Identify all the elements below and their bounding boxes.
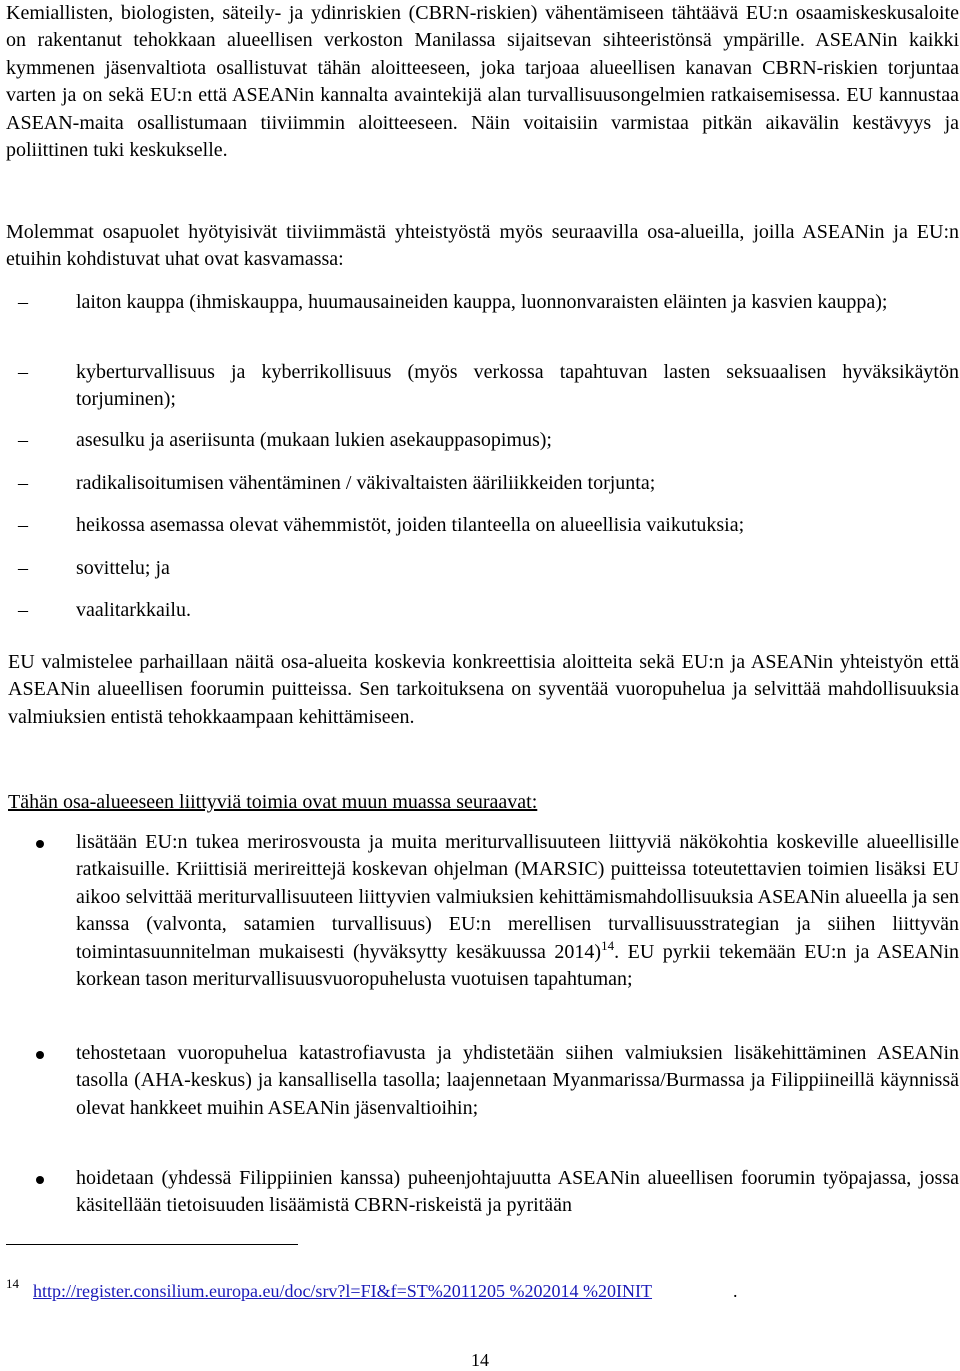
bullet-dot-icon — [36, 840, 44, 848]
footnote-reference[interactable]: 14 — [601, 937, 615, 953]
section-heading: Tähän osa-alueeseen liittyviä toimia ovat muun muassa seuraavat: — [8, 791, 538, 813]
footnote-number: 14 — [6, 1276, 19, 1291]
list-item-text: laiton kauppa (ihmiskauppa, huumausaineiden kauppa, luonnonvaraisten eläinten ja kasvien kauppa); — [76, 291, 888, 313]
page-number: 14 — [471, 1350, 489, 1370]
bullet-text: tehostetaan vuoropuhelua katastrofiavusta ja yhdistetään siihen valmiuksien lisäkehittäminen ASEANin tasolla (AHA-keskus) ja kansallisella tasolla; laajennetaan Myanmarissa/Burmassa ja Filippiineillä käynnissä olevat hankkeet muihin ASEANin jäsenvaltioihin; — [76, 1042, 959, 1119]
bullet-text: lisätään EU:n tukea merirosvousta ja muita meriturvallisuuteen liittyviä näkökohtia koskeville alueellisille ratkaisuille. Kriittisiä merireittejä koskevan ohjelman (MARSIC) puitteissa toteutettavien toimien lisäksi EU aikoo selvittää meriturvallisuuteen liittyvien valmiuksien kehittämismahdollisuuksia ASEANin alueella ja sen kanssa (valvonta, satamien turvallisuus) EU:n merellisen turvallisuusstrategian ja siihen liittyvän toimintasuunnitelman mukaisesti (hyväksytty kesäkuussa 2014) — [76, 831, 959, 963]
paragraph-eu-preparation: EU valmistelee parhaillaan näitä osa-alueita koskevia konkreettisia aloitteita sekä EU:n ja ASEANin yhteistyön että ASEANin alueellisen foorumin puitteissa. Sen tarkoituksena on syventää vuoropuhelua ja selvittää mahdollisuuksia valmiuksien entistä tehokkaampaan kehittämiseen. — [8, 651, 959, 728]
list-item — [18, 597, 959, 624]
bullet-dot-icon — [36, 1051, 44, 1059]
dash-marker: – — [18, 361, 28, 383]
dash-marker: – — [18, 429, 28, 451]
bullet-item-arf-workshop — [76, 1165, 959, 1220]
bullet-item-maritime — [76, 829, 959, 993]
list-item-text: sovittelu; ja — [76, 557, 170, 579]
bullet-item-disaster — [76, 1040, 959, 1122]
footnote-separator — [6, 1244, 298, 1245]
list-item-text: vaalitarkkailu. — [76, 599, 191, 621]
dash-marker: – — [18, 557, 28, 579]
list-item-text: kyberturvallisuus ja kyberrikollisuus (myös verkossa tapahtuvan lasten seksuaalisen hyväksikäytön torjuminen); — [76, 361, 959, 411]
list-item — [18, 512, 959, 539]
list-item-text: radikalisoitumisen vähentäminen / väkivaltaisten ääriliikkeiden torjunta; — [76, 472, 656, 494]
dash-marker: – — [18, 599, 28, 621]
bullet-text-continued: . EU pyrkii tekemään EU:n ja ASEANin korkean tason meriturvallisuusvuoropuhelusta vuotuisen tapahtuman; — [76, 940, 960, 991]
dash-marker: – — [18, 514, 28, 536]
list-item — [18, 555, 959, 582]
list-item — [18, 289, 959, 316]
list-item — [18, 470, 959, 497]
dash-marker: – — [18, 472, 28, 494]
paragraph-cooperation-areas: Molemmat osapuolet hyötyisivät tiiviimmästä yhteistyöstä myös seuraavilla osa-alueilla, joilla ASEANin ja EU:n etuihin kohdistuvat uhat ovat kasvamassa: — [6, 221, 959, 271]
footnote-link[interactable]: http://register.consilium.europa.eu/doc/srv?l=FI&f=ST%2011205 %202014 %20INIT — [33, 1281, 653, 1301]
list-item-text: asesulku ja aseriisunta (mukaan lukien asekauppasopimus); — [76, 429, 552, 451]
dash-marker: – — [18, 291, 28, 313]
bullet-dot-icon — [36, 1176, 44, 1184]
list-item — [18, 359, 959, 414]
bullet-text: hoidetaan (yhdessä Filippiinien kanssa) puheenjohtajuutta ASEANin alueellisen foorumin työpajassa, jossa käsitellään tietoisuuden lisäämistä CBRN-riskeistä ja pyritään — [76, 1167, 959, 1217]
paragraph-cbrn-initiative: Kemiallisten, biologisten, säteily- ja ydinriskien (CBRN-riskien) vähentämiseen tähtäävä EU:n osaamiskeskusaloite on rakentanut tehokkaan alueellisen verkoston Manilassa sijaitsevan sihteeristönsä ympärille. ASEANin kaikki kymmenen jäsenvaltiota osallistuvat tähän aloitteeseen, joka tarjoaa alueellisen kanavan CBRN-riskien torjuntaa varten ja on sekä EU:n että ASEANin kannalta avaintekijä alan turvallisuusongelmien ratkaisemisessa. EU kannustaa ASEAN-maita osallistumaan tiiviimmin aloitteeseen. Näin voitaisiin varmistaa pitkän aikavälin kestävyys ja poliittinen tuki keskukselle. — [6, 2, 959, 162]
list-item-text: heikossa asemassa olevat vähemmistöt, joiden tilanteella on alueellisia vaikutuksia; — [76, 514, 745, 536]
list-item — [18, 427, 959, 454]
footnote-period: . — [733, 1281, 738, 1301]
